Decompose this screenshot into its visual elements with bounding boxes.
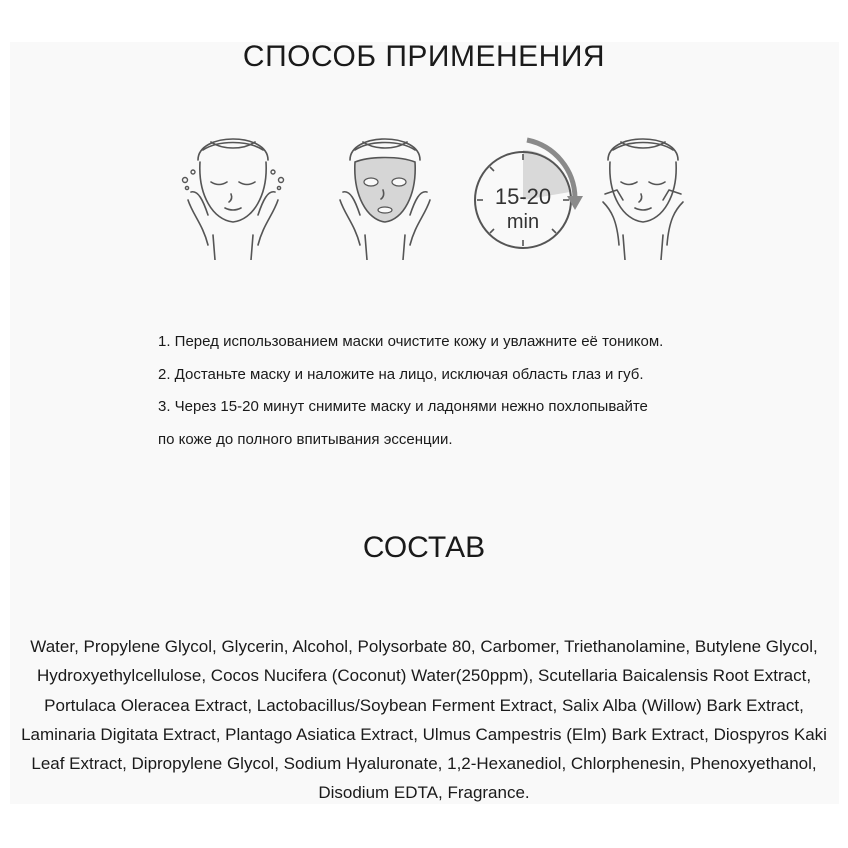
instruction-step-2: 2. Достаньте маску и наложите на лицо, исключая область глаз и губ.	[158, 365, 644, 383]
instruction-step-3: 3. Через 15-20 минут снимите маску и ладонями нежно похлопывайте	[158, 398, 648, 415]
composition-title: СОСТАВ	[362, 531, 486, 564]
instructions-list	[158, 326, 663, 456]
sheet-mask-face-icon	[325, 120, 445, 260]
instruction-step-1: 1. Перед использованием маски очистите кожу и увлажните её тоником.	[158, 333, 664, 350]
usage-title: СПОСОБ ПРИМЕНЕНИЯ	[242, 40, 606, 73]
timer-duration-label: 15-20	[494, 184, 552, 209]
timer-icon	[465, 120, 595, 260]
ingredients-text: Water, Propylene Glycol, Glycerin, Alcohol, Polysorbate 80, Carbomer, Triethanolamine, Butylene Glycol, Hydroxyethylcellulose, Cocos Nucifera (Coconut) Water(250ppm), Scutellaria Baicalensis Root Extract, Portulaca Oleracea Extract, Lactobacillus/Soybean Ferment Extract, Salix Alba (Willow) Bark Extract, Laminaria Digitata Extract, Plantago Asiatica Extract, Ulmus Campestris (Elm) Bark Extract, Diospyros Kaki Leaf Extract, Dipropylene Glycol, Sodium Hyaluronate, 1,2-Hexanediol, Chlorphenesin, Phenoxyethanol, Disodium EDTA, Fragrance.	[21, 637, 827, 803]
steps-illustrations	[0, 120, 848, 280]
timer-unit-label: min	[506, 211, 540, 233]
face-cleansing-icon	[173, 120, 293, 260]
instruction-step-3-continued: по коже до полного впитывания эссенции.	[158, 430, 453, 448]
face-patting-icon	[583, 120, 703, 260]
